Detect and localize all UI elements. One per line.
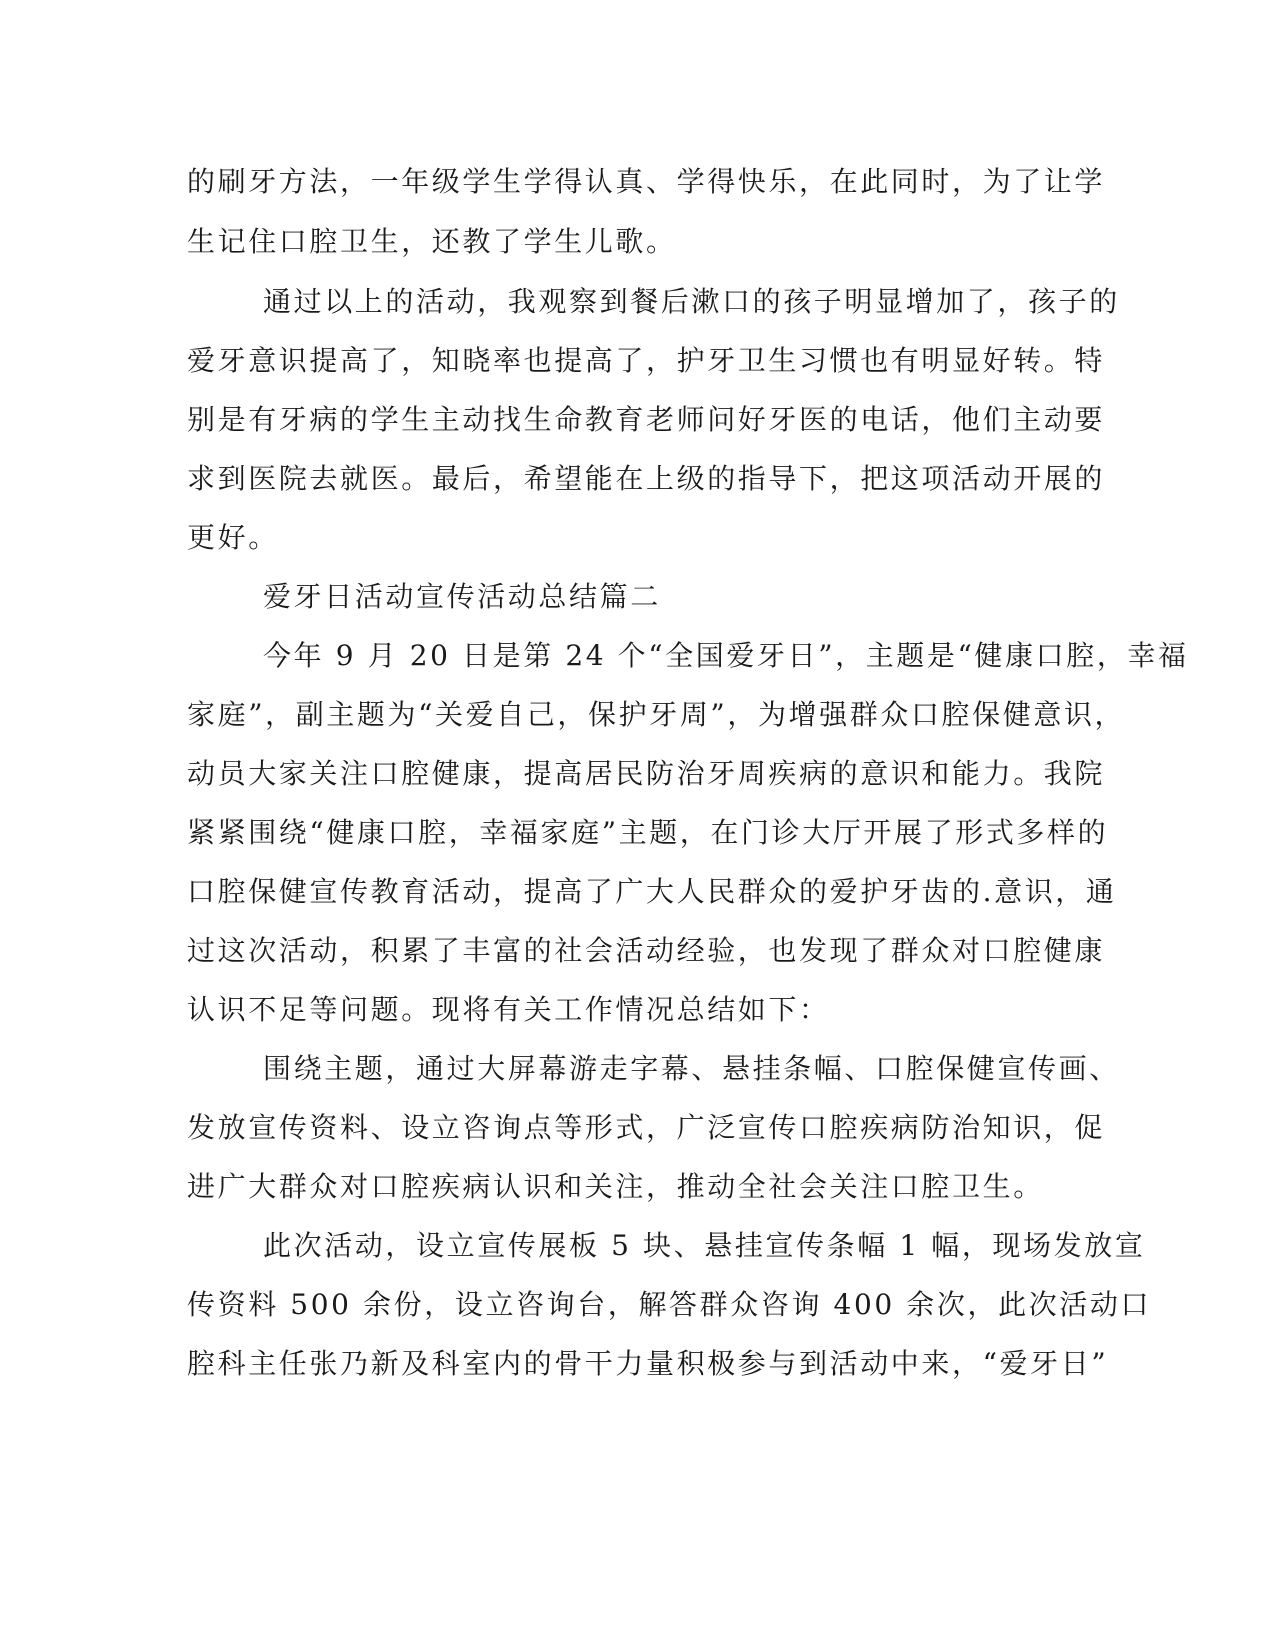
text-line: 腔科主任张乃新及科室内的骨干力量积极参与到活动中来，“爱牙日” <box>187 1347 1109 1380</box>
paragraph-start-line: 围绕主题，通过大屏幕游走字幕、悬挂条幅、口腔保健宣传画、 <box>263 1052 1120 1085</box>
paragraph-start-line: 此次活动，设立宣传展板 5 块、悬挂宣传条幅 1 幅，现场发放宣 <box>263 1229 1146 1262</box>
text-line: 的刷牙方法，一年级学生学得认真、学得快乐，在此同时，为了让学 <box>187 165 1106 198</box>
text-line: 生记住口腔卫生，还教了学生儿歌。 <box>187 225 677 258</box>
paragraph-start-line: 通过以上的活动，我观察到餐后漱口的孩子明显增加了，孩子的 <box>263 285 1120 318</box>
text-line: 更好。 <box>187 521 279 554</box>
text-line: 紧紧围绕“健康口腔，幸福家庭”主题，在门诊大厅开展了形式多样的 <box>187 816 1109 849</box>
text-line: 发放宣传资料、设立咨询点等形式，广泛宣传口腔疾病防治知识，促 <box>187 1111 1106 1144</box>
text-line: 认识不足等问题。现将有关工作情况总结如下： <box>187 993 830 1026</box>
text-line: 过这次活动，积累了丰富的社会活动经验，也发现了群众对口腔健康 <box>187 934 1106 967</box>
text-line: 动员大家关注口腔健康，提高居民防治牙周疾病的意识和能力。我院 <box>187 757 1106 790</box>
text-line: 口腔保健宣传教育活动，提高了广大人民群众的爱护牙齿的.意识，通 <box>187 875 1117 908</box>
text-line: 传资料 500 余份，设立咨询台，解答群众咨询 400 余次，此次活动口 <box>187 1288 1152 1321</box>
text-line: 求到医院去就医。最后，希望能在上级的指导下，把这项活动开展的 <box>187 462 1106 495</box>
paragraph-start-line: 今年 9 月 20 日是第 24 个“全国爱牙日”，主题是“健康口腔，幸福 <box>263 639 1189 672</box>
text-line: 爱牙意识提高了，知晓率也提高了，护牙卫生习惯也有明显好转。特 <box>187 344 1106 377</box>
text-line: 家庭”，副主题为“关爱自己，保护牙周”，为增强群众口腔保健意识， <box>187 698 1126 731</box>
text-line: 别是有牙病的学生主动找生命教育老师问好牙医的电话，他们主动要 <box>187 403 1106 436</box>
section-heading: 爱牙日活动宣传活动总结篇二 <box>263 580 661 613</box>
text-line: 进广大群众对口腔疾病认识和关注，推动全社会关注口腔卫生。 <box>187 1170 1044 1203</box>
